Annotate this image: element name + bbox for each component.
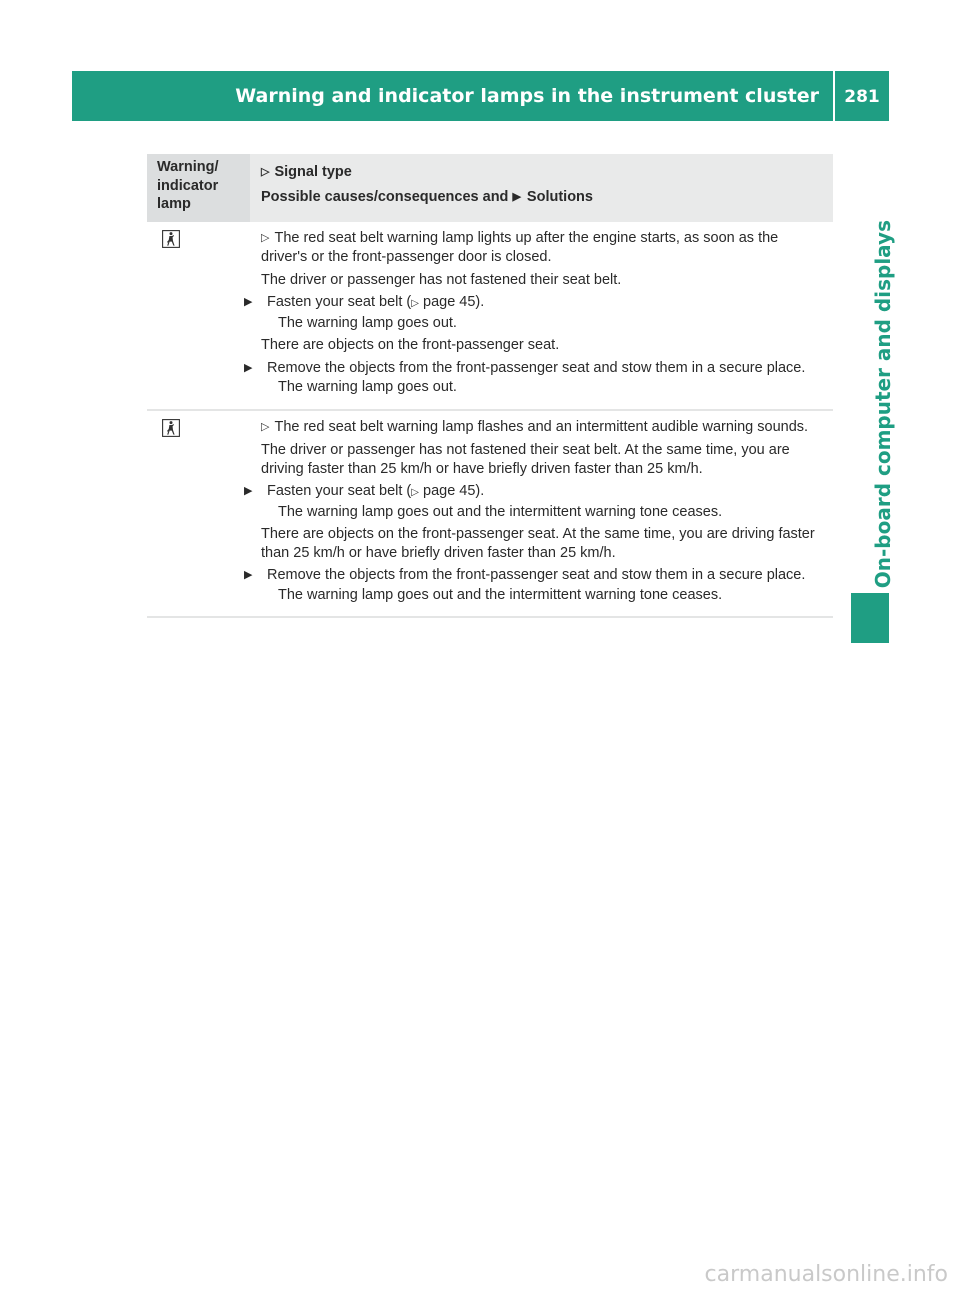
description-cell	[244, 222, 833, 409]
header-signal-type	[261, 163, 825, 183]
signal-triangle-icon: ▷	[261, 166, 270, 178]
signal-triangle-icon: ▷	[261, 420, 270, 433]
step-text: Fasten your seat belt (	[267, 483, 412, 499]
solution-step: ▶ Remove the objects from the front-passenger seat and stow them in a secure place. The warning lamp goes out and the intermittent warning tone ceases.	[261, 566, 825, 604]
page-reference[interactable]: page 45).	[423, 294, 485, 310]
lamp-cell	[147, 222, 250, 409]
header-lamp-column: Warning/ indicator lamp	[147, 154, 250, 222]
header-causes	[261, 188, 825, 208]
signal-description: The red seat belt warning lamp lights up after the engine starts, as soon as the driver's or the front-passenger door is closed.	[261, 229, 779, 265]
side-tab-label: On-board computer and displays	[871, 220, 895, 589]
solution-step: ▶ Remove the objects from the front-passenger seat and stow them in a secure place. The warning lamp goes out.	[261, 359, 825, 397]
page-ref-icon: ▷	[411, 487, 419, 498]
description-cell	[244, 411, 833, 617]
page-ref-icon: ▷	[411, 298, 419, 309]
cause-text: The driver or passenger has not fastened their seat belt.	[261, 271, 622, 288]
seat-belt-icon	[162, 419, 180, 437]
cause-text: The driver or passenger has not fastened their seat belt. At the same time, you are driving faster than 25 km/h or have briefly driven faster than 25 km/h.	[261, 442, 790, 477]
header-signal-label: Signal type	[274, 164, 352, 180]
watermark: carmanualsonline.info	[704, 1262, 948, 1287]
cause-text: There are objects on the front-passenger seat.	[261, 337, 560, 353]
step-result: The warning lamp goes out and the intermittent warning tone ceases.	[278, 586, 723, 603]
cause-text: There are objects on the front-passenger seat. At the same time, you are driving faster than 25 km/h or have briefly driven faster than 25 km/h.	[261, 526, 815, 561]
table-row	[147, 222, 833, 411]
page-title: Warning and indicator lamps in the instrument cluster	[235, 85, 819, 107]
page-reference[interactable]: page 45).	[423, 483, 485, 499]
page-number-box	[835, 71, 889, 121]
table-row	[147, 411, 833, 619]
solution-arrow-icon: ▶	[512, 190, 521, 203]
step-result: The warning lamp goes out.	[278, 314, 457, 331]
table-header	[147, 154, 833, 222]
solution-step: ▶ Fasten your seat belt (▷ page 45). The warning lamp goes out.	[261, 293, 825, 332]
signal-triangle-icon: ▷	[261, 231, 270, 244]
signal-text	[261, 229, 825, 267]
seat-belt-icon	[162, 230, 180, 248]
warning-lamp-table	[147, 154, 833, 618]
solution-step: ▶ Fasten your seat belt (▷ page 45). The warning lamp goes out and the intermittent warning tone ceases.	[261, 482, 825, 521]
header-solutions-label: Solutions	[526, 188, 593, 205]
header-signal-column	[250, 154, 833, 222]
lamp-cell	[147, 411, 250, 617]
step-result: The warning lamp goes out and the intermittent warning tone ceases.	[278, 503, 723, 520]
step-text: Remove the objects from the front-passenger seat and stow them in a secure place.	[267, 567, 806, 583]
signal-description: The red seat belt warning lamp flashes and an intermittent audible warning sounds.	[274, 418, 809, 435]
header-bar	[72, 71, 833, 121]
step-text: Remove the objects from the front-passenger seat and stow them in a secure place.	[267, 359, 806, 376]
header-causes-label: Possible causes/consequences and	[261, 188, 509, 205]
signal-text	[261, 418, 825, 438]
step-result: The warning lamp goes out.	[278, 379, 457, 395]
side-tab-marker	[851, 593, 889, 643]
page-number: 281	[844, 87, 880, 107]
step-text: Fasten your seat belt (	[267, 294, 412, 310]
